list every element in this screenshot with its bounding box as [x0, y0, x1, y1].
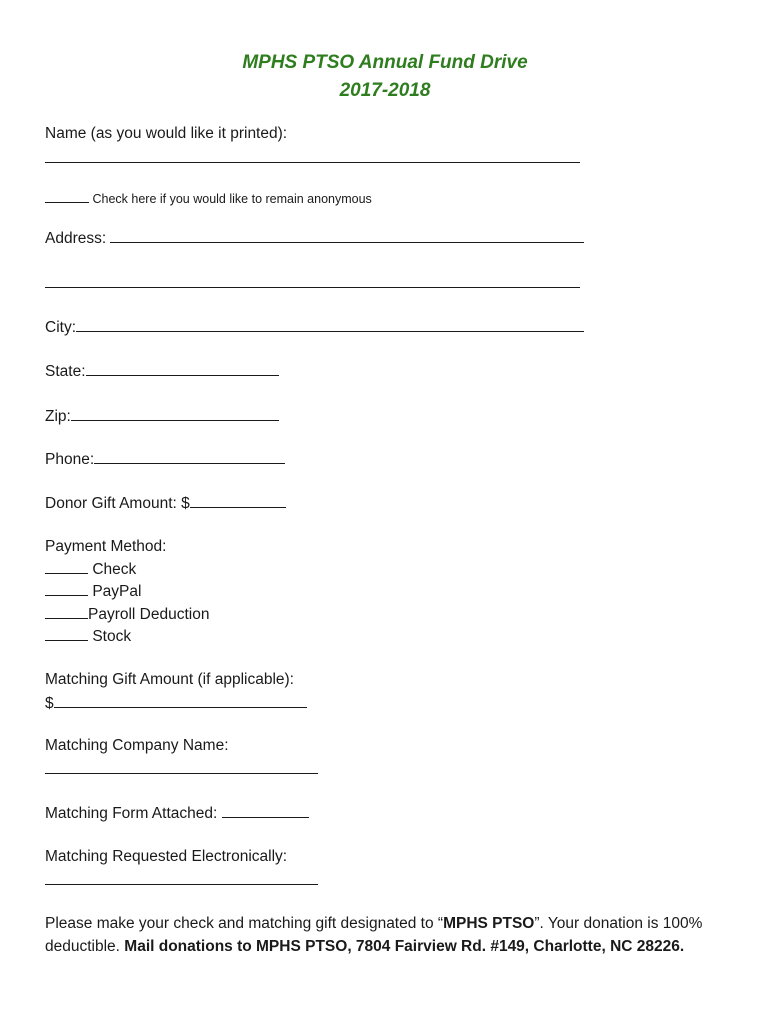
zip-row [45, 406, 279, 427]
payment-paypal-blank[interactable] [45, 581, 88, 596]
address-line-2-field[interactable] [45, 273, 580, 294]
matching-amount-label: Matching Gift Amount (if applicable): [45, 671, 294, 688]
footer-text-1: Please make your check and matching gift designated to “ [45, 915, 444, 932]
footer-designee: MPHS PTSO [443, 915, 535, 932]
anonymous-row [45, 189, 372, 209]
gift-amount-row [45, 493, 286, 514]
anonymous-label: Check here if you would like to remain anonymous [92, 192, 372, 206]
matching-electronic-label: Matching Requested Electronically: [45, 848, 288, 865]
matching-amount-row [45, 693, 307, 714]
payment-option-paypal [45, 581, 141, 602]
form-title: MPHS PTSO Annual Fund Drive [242, 52, 528, 73]
phone-label: Phone: [45, 451, 95, 468]
payment-option-payroll [45, 604, 209, 625]
phone-row [45, 449, 285, 470]
footer-text-2: ”. Your donation is 100% deductible. [45, 915, 703, 955]
gift-amount-field[interactable] [190, 493, 286, 508]
zip-label: Zip: [45, 408, 71, 425]
state-label: State: [45, 363, 86, 380]
footer-instructions [45, 912, 745, 958]
payment-payroll-blank[interactable] [45, 604, 88, 619]
form-year: 2017-2018 [339, 80, 431, 101]
city-row [45, 317, 584, 338]
matching-company-field[interactable] [45, 759, 318, 780]
address-field[interactable] [110, 228, 584, 243]
matching-form-label: Matching Form Attached: [45, 805, 218, 822]
matching-form-row [45, 803, 309, 824]
zip-field[interactable] [71, 406, 279, 421]
footer-mail-address: Mail donations to MPHS PTSO, 7804 Fairview Rd. #149, Charlotte, NC 28226. [124, 938, 685, 955]
matching-amount-field[interactable] [54, 693, 307, 708]
matching-company-label: Matching Company Name: [45, 737, 229, 754]
name-field[interactable] [45, 148, 580, 169]
payment-option-label: Check [92, 561, 137, 578]
anonymous-checkbox-blank[interactable] [45, 191, 89, 203]
matching-electronic-field[interactable] [45, 870, 318, 891]
phone-field[interactable] [94, 449, 285, 464]
payment-option-check [45, 559, 136, 580]
matching-form-field[interactable] [222, 803, 309, 818]
address-label: Address: [45, 230, 107, 247]
address-row [45, 228, 584, 249]
payment-option-stock [45, 626, 131, 647]
city-field[interactable] [76, 317, 584, 332]
state-field[interactable] [86, 361, 279, 376]
city-label: City: [45, 319, 76, 336]
payment-stock-blank[interactable] [45, 626, 88, 641]
payment-option-label: PayPal [92, 583, 142, 600]
state-row [45, 361, 279, 382]
name-label: Name (as you would like it printed): [45, 125, 288, 142]
payment-check-blank[interactable] [45, 559, 88, 574]
payment-method-label: Payment Method: [45, 538, 167, 555]
gift-amount-label: Donor Gift Amount: $ [45, 495, 190, 512]
payment-option-label: Payroll Deduction [88, 606, 210, 623]
payment-option-label: Stock [92, 628, 132, 645]
matching-amount-prefix: $ [45, 695, 54, 712]
